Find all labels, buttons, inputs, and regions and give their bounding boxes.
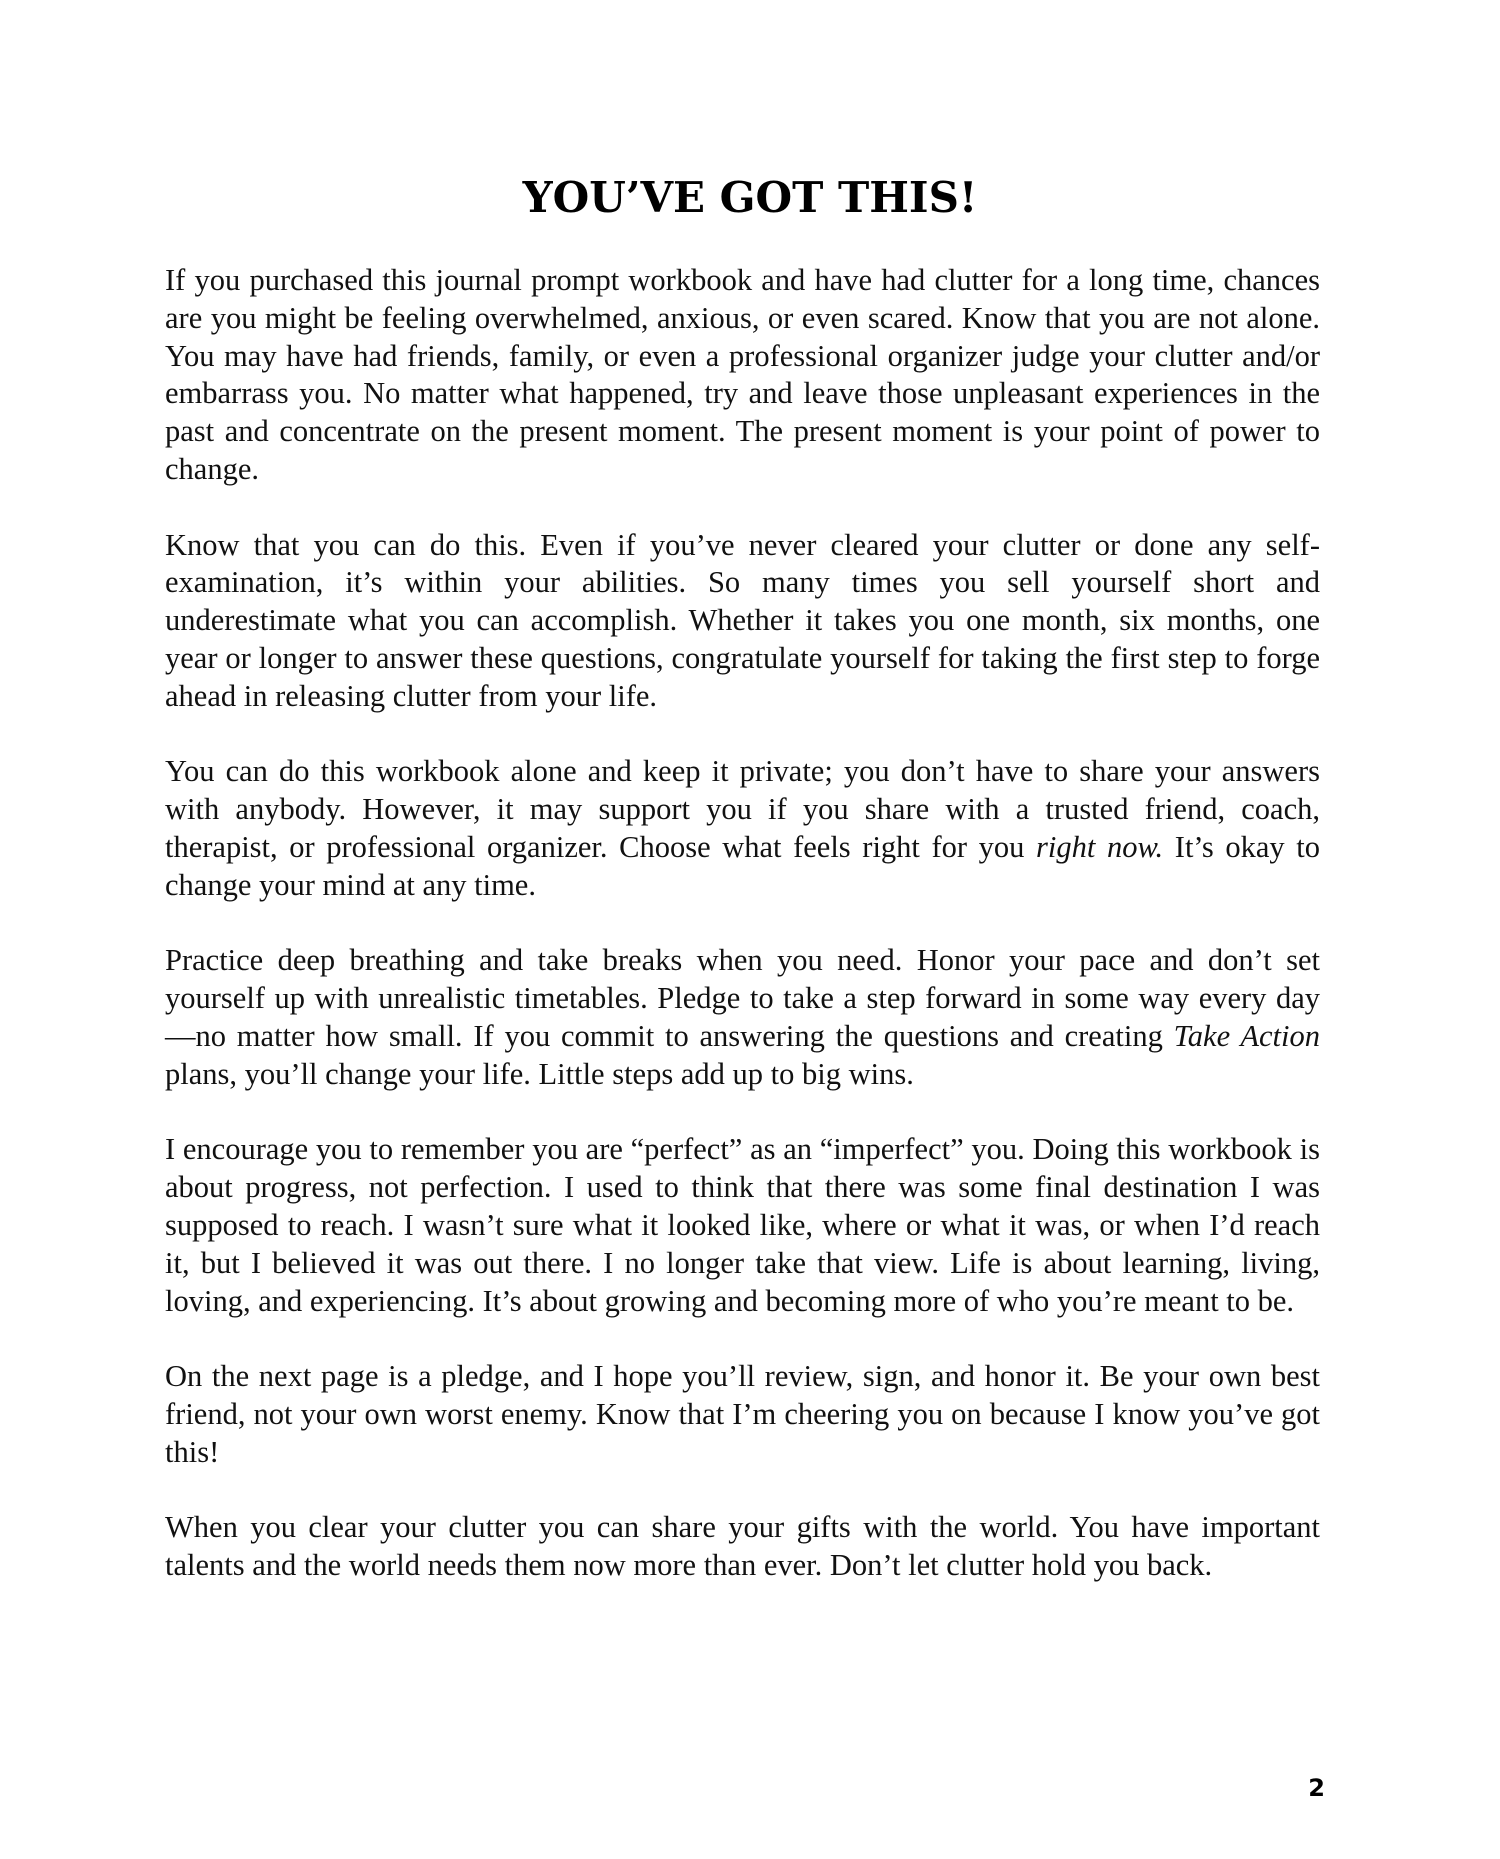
paragraph-7: When you clear your clutter you can share your gifts with the world. You have important talents and the world needs them now more than ever. Don’t let clutter hold you back. <box>165 1510 1320 1583</box>
paragraph-4-text-start: Practice deep breathing and take breaks when you need. Honor your pace and don’t set yourself up with unrealistic timetables. Pledge to take a step forward in some way every day—no matter how small. If you commit to answering the questions and creating <box>165 943 1320 1053</box>
page-title: YOU’VE GOT THIS! <box>522 173 978 222</box>
paragraph-4-text-end: plans, you’ll change your life. Little steps add up to big wins. <box>165 1056 914 1091</box>
paragraph-6: On the next page is a pledge, and I hope you’ll review, sign, and honor it. Be your own best friend, not your own worst enemy. Know that I’m cheering you on because I know you’ve got this! <box>165 1359 1320 1469</box>
paragraph-3 <box>165 753 1320 904</box>
paragraph-4-emphasis: Take Action <box>1173 1018 1320 1053</box>
paragraph-4 <box>165 942 1320 1093</box>
paragraph-5: I encourage you to remember you are “perfect” as an “imperfect” you. Doing this workbook is about progress, not perfection. I used to think that there was some final destination I was supposed to reach. I wasn’t sure what it looked like, where or what it was, or when I’d reach it, but I believed it was out there. I no longer take that view. Life is about learning, living, loving, and experiencing. It’s about growing and becoming more of who you’re meant to be. <box>165 1132 1320 1318</box>
body-text <box>165 262 1320 1623</box>
paragraph-1: If you purchased this journal prompt workbook and have had clutter for a long time, chances are you might be feeling overwhelmed, anxious, or even scared. Know that you are not alone. You may have had friends, family, or even a professional organizer judge your clutter and/or embarrass you. No matter what happened, try and leave those unpleasant experiences in the past and concentrate on the present moment. The present moment is your point of power to change. <box>165 263 1320 486</box>
paragraph-2: Know that you can do this. Even if you’ve never cleared your clutter or done any self-examination, it’s within your abilities. So many times you sell yourself short and underestimate what you can accomplish. Whether it takes you one month, six months, one year or longer to answer these questions, congratulate yourself for taking the first step to forge ahead in releasing clutter from your life. <box>165 527 1320 713</box>
page-number: 2 <box>1308 1774 1325 1802</box>
paragraph-3-emphasis: right now. <box>1036 829 1164 864</box>
paragraph-3-text-end: It’s okay to change your mind at any time. <box>165 829 1320 902</box>
paragraph-3-text-start: You can do this workbook alone and keep it private; you don’t have to share your answers with anybody. However, it may support you if you share with a trusted friend, coach, therapist, or professional organizer. Choose what feels right for you <box>165 754 1320 864</box>
